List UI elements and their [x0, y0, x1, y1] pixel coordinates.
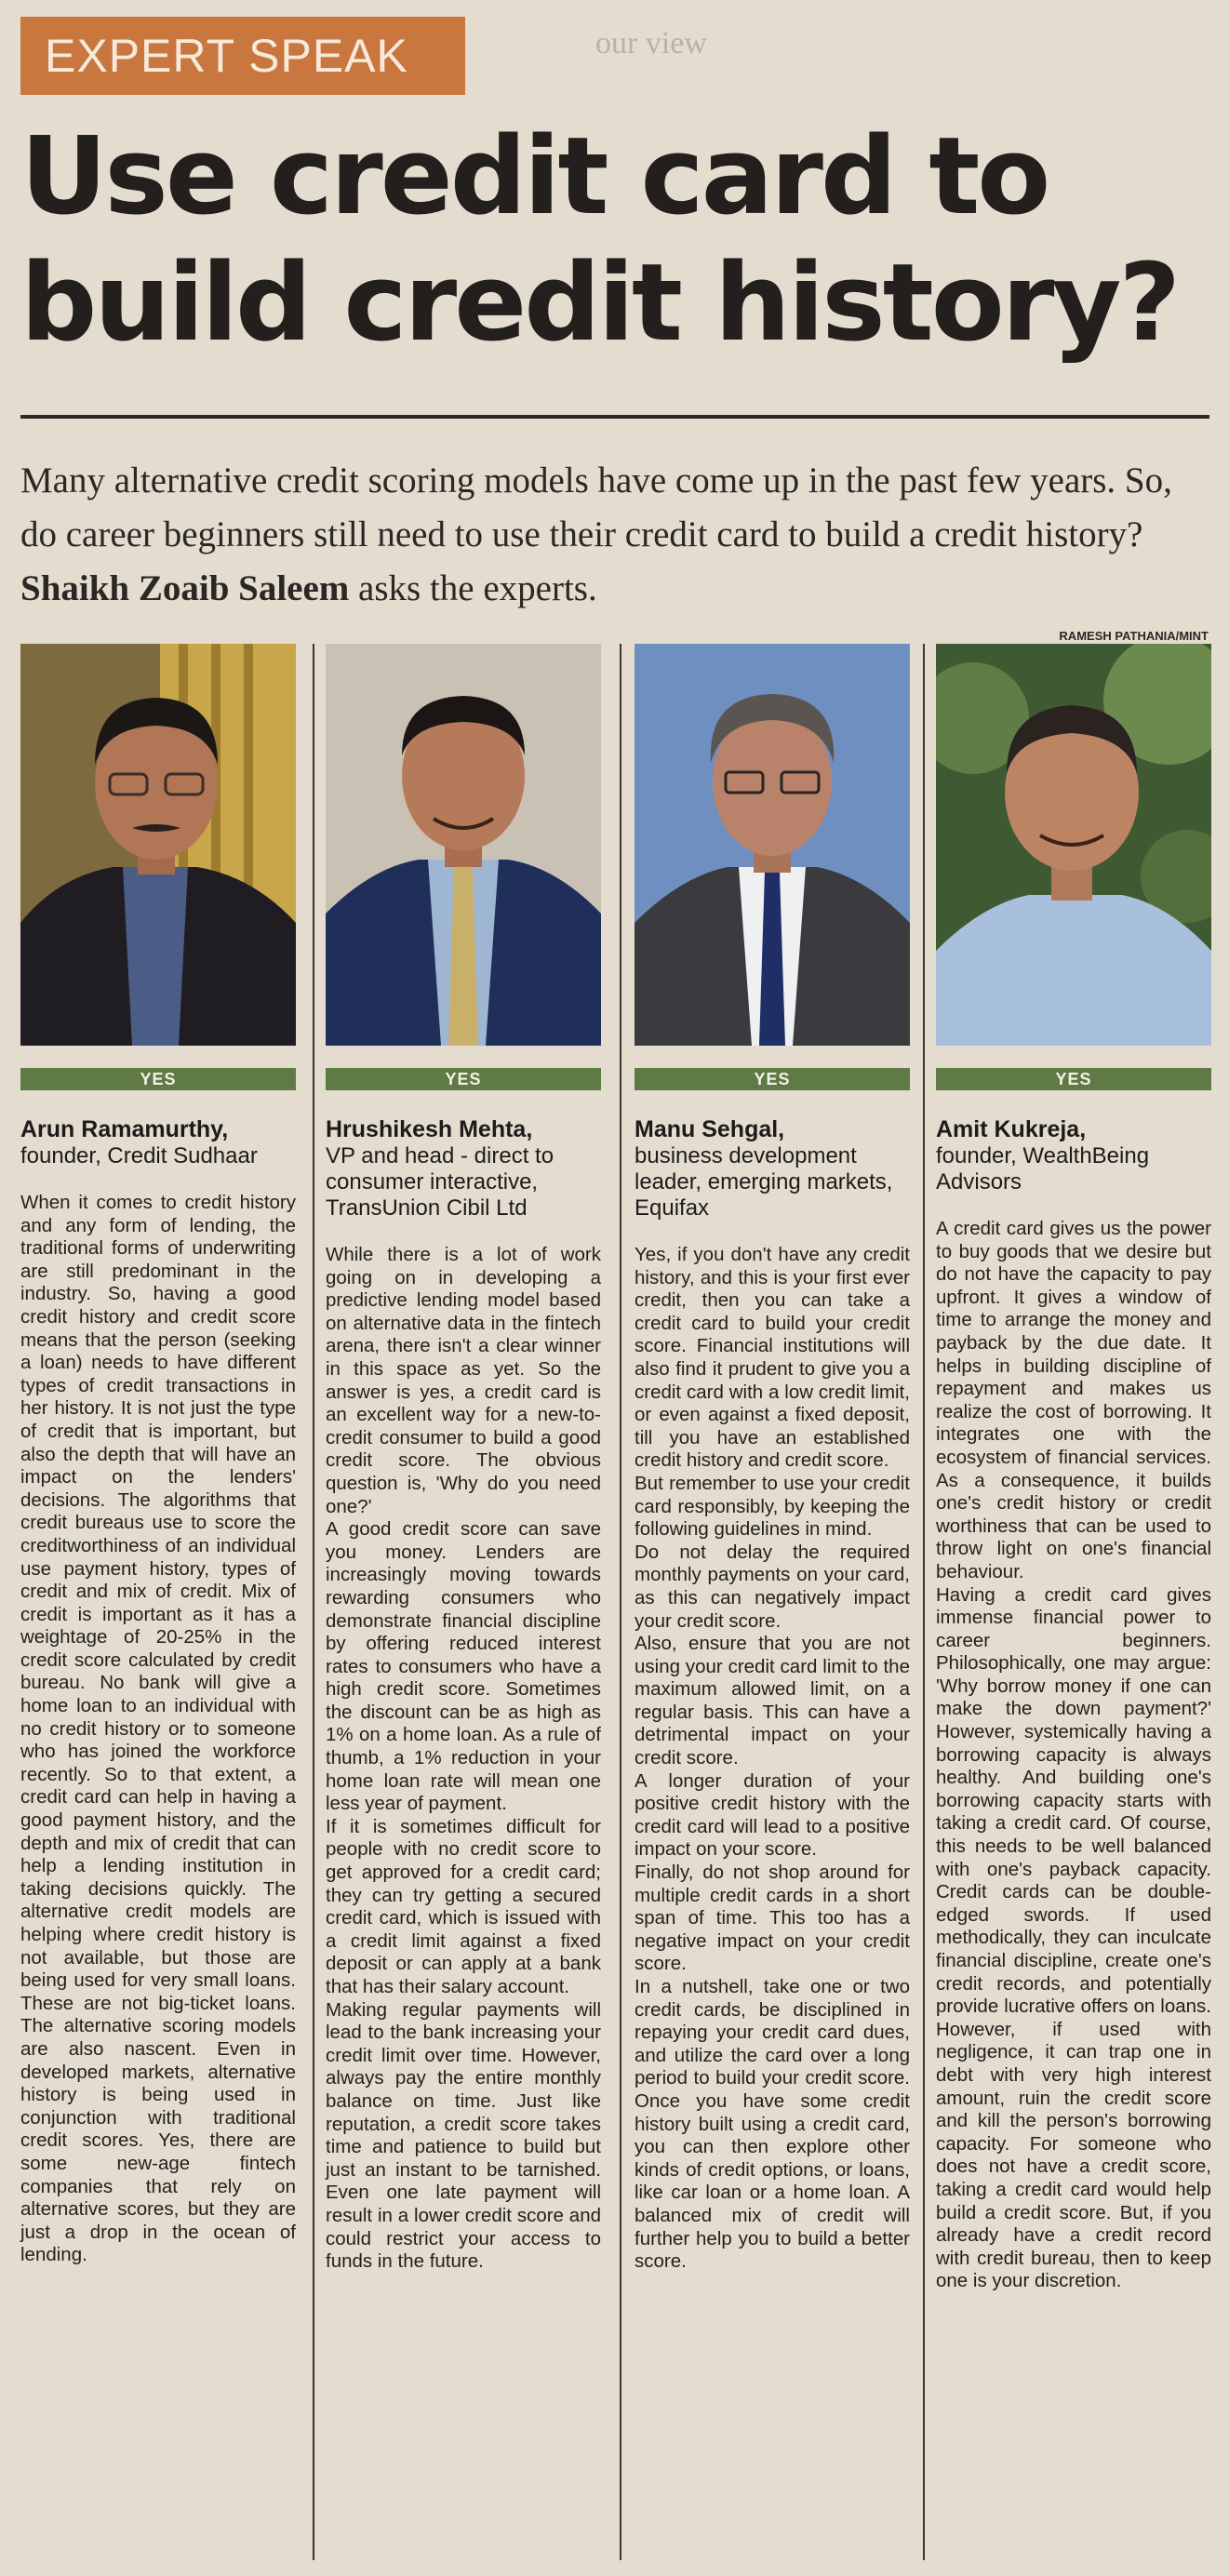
expert-role: founder, Credit Sudhaar: [20, 1143, 258, 1168]
expert-answer: [936, 1218, 1211, 2293]
expert-role: business development leader, emerging markets, Equifax: [635, 1143, 893, 1221]
answer-paragraph: Do not delay the required monthly payments on your card, as this can negatively impact your credit score.: [635, 1541, 910, 1632]
expert-photo-2: [326, 644, 601, 1046]
standfirst: [20, 454, 1202, 616]
answer-paragraph: In a nutshell, take one or two credit cards, be disciplined in repaying your credit card dues, and utilize the card over a long period to build your credit score. Once you have some credit history built using a credit card, you can then explore other kinds of credit options, or loans, like car loan or a home loan. A balanced mix of credit will further help you to build a better score.: [635, 1976, 910, 2273]
expert-column-4: [936, 644, 1211, 2293]
section-tag: EXPERT SPEAK: [20, 17, 465, 95]
expert-photo-4: [936, 644, 1211, 1046]
expert-name: Amit Kukreja,: [936, 1116, 1087, 1142]
expert-answer: [20, 1192, 296, 2267]
verdict-badge: YES: [635, 1068, 910, 1090]
expert-name: Hrushikesh Mehta,: [326, 1116, 533, 1142]
verdict-badge: YES: [936, 1068, 1211, 1090]
answer-paragraph: A longer duration of your positive credit history with the credit card will lead to a positive impact on your score.: [635, 1769, 910, 1861]
answer-paragraph: If it is sometimes difficult for people with no credit score to get approved for a credit card; they can try getting a secured credit card, which is issued with a credit limit against a fixed deposit or can apply at a bank that has their salary account.: [326, 1815, 601, 1997]
answer-paragraph: But remember to use your credit card responsibly, by keeping the following guidelines in mind.: [635, 1472, 910, 1541]
standfirst-text: Many alternative credit scoring models have come up in the past few years. So, do career beginners still need to use their credit card to build a credit history?: [20, 460, 1172, 554]
answer-paragraph: Yes, if you don't have any credit history, and this is your first ever credit, then you can take a credit card to build your credit score. Financial institutions will also find it prudent to give you a credit card with a low credit limit, or even against a fixed deposit, till you have an established credit history and credit score.: [635, 1244, 910, 1472]
answer-paragraph: Finally, do not shop around for multiple credit cards in a short span of time. This too has a negative impact on your credit score.: [635, 1862, 910, 1975]
expert-name: Manu Sehgal,: [635, 1116, 785, 1142]
answer-paragraph: While there is a lot of work going on in developing a predictive lending model based on alternative data in the fintech arena, there isn't a clear winner in this space as yet. So the answer is yes, a credit card is an excellent way for a new-to-credit consumer to build a good credit score. The obvious question is, 'Why do you need one?': [326, 1244, 601, 1517]
expert-role: founder, WealthBeing Advisors: [936, 1143, 1150, 1195]
verdict-badge: YES: [326, 1068, 601, 1090]
answer-paragraph: Also, ensure that you are not using your credit card limit to the maximum allowed limit, on a regular basis. This can have a detrimental impact on your credit score.: [635, 1633, 910, 1769]
answer-paragraph: A good credit score can save you money. Lenders are increasingly moving towards rewarding consumers who demonstrate financial discipline by offering reduced interest rates to consumers who have a high credit score. Sometimes the discount can be as high as 1% on a home loan. As a rule of thumb, a 1% reduction in your home loan rate will mean one less year of payment.: [326, 1518, 601, 1815]
expert-photo-3: [635, 644, 910, 1046]
answer-paragraph: Having a credit card gives immense financial power to career beginners. Philosophically, one may argue: 'Why borrow money if one can make the down payment?' However, systemically having a borrowing capacity is always healthy. And building one's borrowing capacity starts with taking a credit card. Of course, this needs to be well balanced with one's payback capacity. Credit cards can be double-edged swords. If used methodically, they can inculcate financial discipline, create one's credit records, and potentially provide lucrative offers on loans. However, if used with negligence, it can trap one in debt with very high interest amount, ruin the credit score and kill the person's borrowing capacity. For someone who does not have a credit score, taking a credit card would help build a credit score. But, if you already have a credit record with credit bureau, then to keep one is your discretion.: [936, 1583, 1211, 2292]
standfirst-suffix: asks the experts.: [358, 568, 597, 608]
column-divider: [620, 644, 621, 2560]
expert-column-2: [326, 644, 601, 2274]
expert-role: VP and head - direct to consumer interactive, TransUnion Cibil Ltd: [326, 1143, 554, 1221]
verdict-badge: YES: [20, 1068, 296, 1090]
bleed-through-text: our view: [595, 26, 707, 60]
photo-credit: RAMESH PATHANIA/MINT: [1059, 629, 1209, 643]
answer-paragraph: When it comes to credit history and any form of lending, the traditional forms of underwriting are still predominant in the industry. So, having a good credit history and credit score means that the person (seeking a loan) needs to have different types of credit transactions in her history. It is not just the type of credit that is important, but also the depth that will have an impact on the lenders' decisions. The algorithms that credit bureaus use to score the creditworthiness of an individual use payment history, types of credit and mix of credit. Mix of credit is important as it has a weightage of 20-25% in the credit score calculated by credit bureau. No bank will give a home loan to an individual with no credit history or to someone who has joined the workforce recently. So to that extent, a credit card can help in having a good payment history, and the depth and mix of credit that can help a lending institution in taking decisions quickly. The alternative credit models are helping where credit history is not available, but those are being used for very small loans. These are not big-ticket loans. The alternative scoring models are also nascent. Even in developed markets, alternative history is being used in conjunction with traditional credit scores. Yes, there are some new-age fintech companies that rely on alternative scores, but they are just a drop in the ocean of lending.: [20, 1192, 296, 2266]
column-divider: [923, 644, 925, 2560]
standfirst-author: Shaikh Zoaib Saleem: [20, 568, 350, 608]
expert-column-1: [20, 644, 296, 2267]
answer-paragraph: A credit card gives us the power to buy goods that we desire but do not have the capacity to pay upfront. It gives a window of time to arrange the money and payback by the due date. It helps in building discipline of repayment and makes us realize the cost of borrowing. It integrates one with the ecosystem of financial services. As a consequence, it builds one's credit history or credit worthiness that can be used to throw light on one's financial behaviour.: [936, 1218, 1211, 1582]
column-divider: [313, 644, 314, 2560]
answer-paragraph: Making regular payments will lead to the bank increasing your credit limit over time. However, always pay the entire monthly balance on time. Just like reputation, a credit score takes time and patience to build but just an instant to be tarnished. Even one late payment will result in a lower credit score and could restrict your access to funds in the future.: [326, 1998, 601, 2273]
expert-answer: [326, 1244, 601, 2274]
headline: Use credit card to build credit history?: [20, 114, 1179, 366]
expert-name: Arun Ramamurthy,: [20, 1116, 229, 1142]
expert-column-3: [635, 644, 910, 2274]
expert-answer: [635, 1244, 910, 2274]
headline-rule: [20, 415, 1209, 419]
expert-photo-1: [20, 644, 296, 1046]
